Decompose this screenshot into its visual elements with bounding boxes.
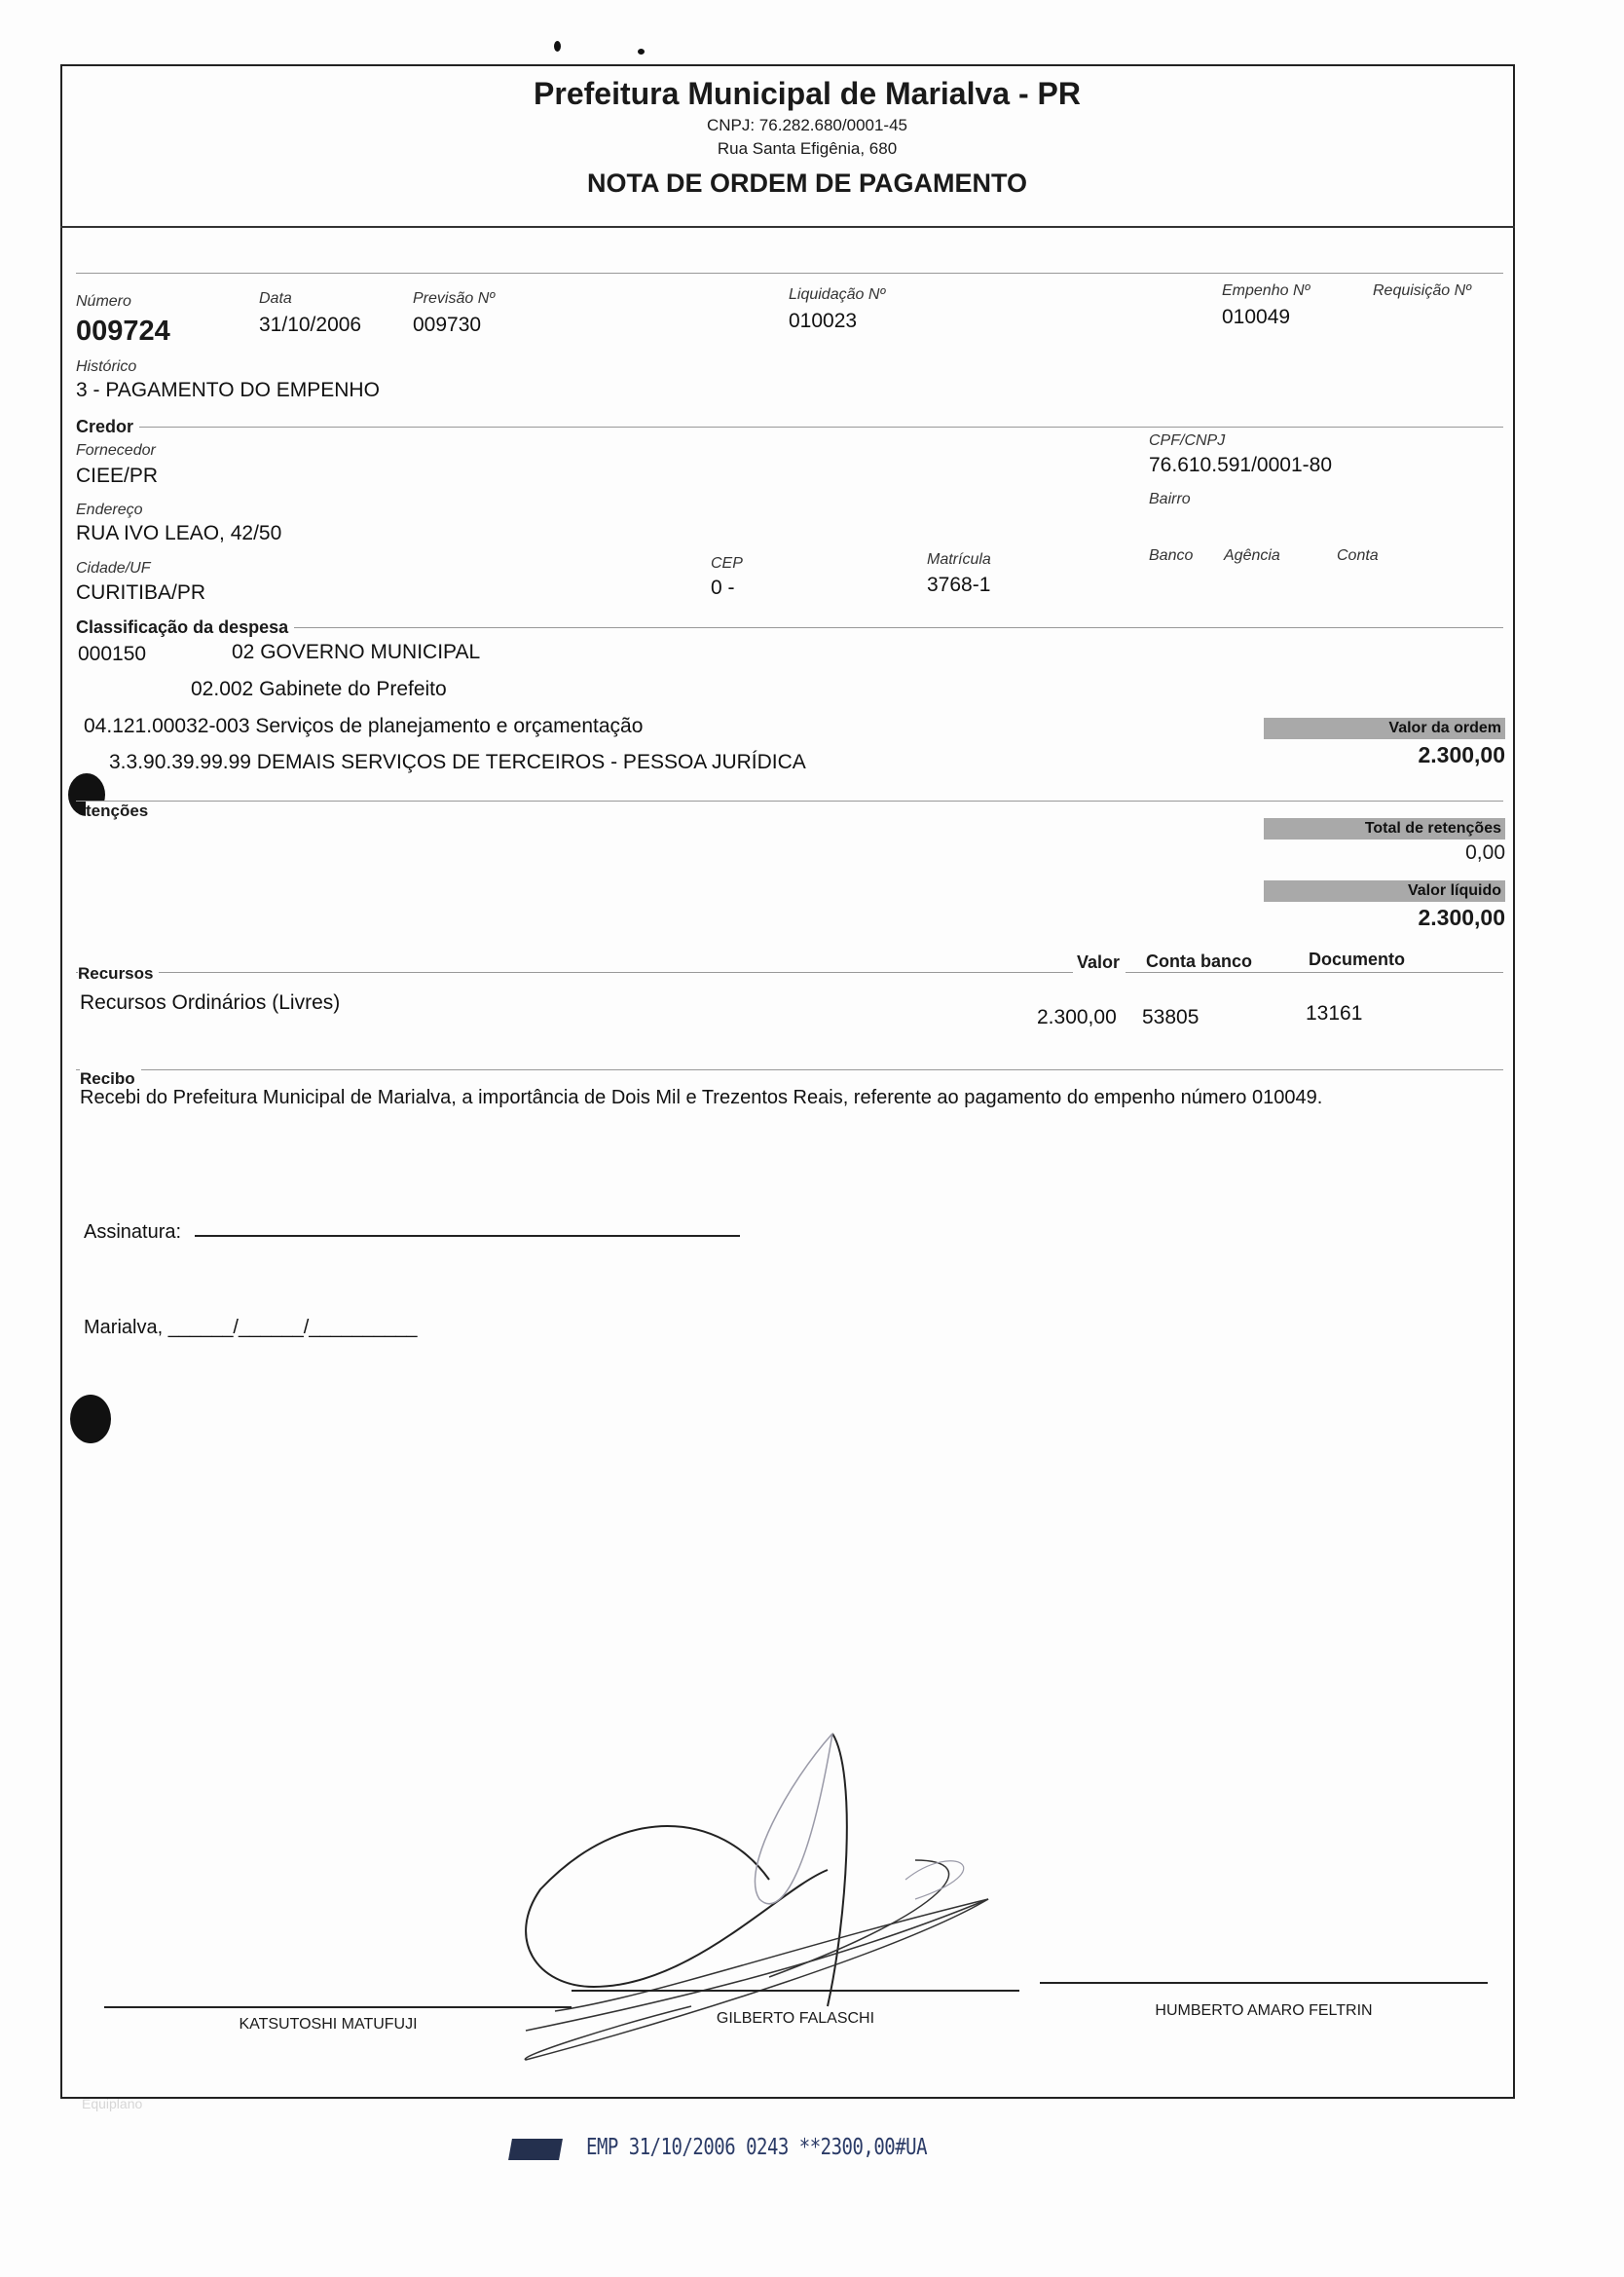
empenho-value: 010049 — [1222, 306, 1291, 328]
cpf-cnpj-value: 76.610.591/0001-80 — [1149, 454, 1333, 476]
retencoes-section-title: tenções — [86, 802, 154, 821]
classificacao-code: 000150 — [78, 643, 147, 665]
endereco-value: RUA IVO LEAO, 42/50 — [76, 522, 282, 544]
header-divider — [60, 226, 1515, 228]
recibo-section-title: Recibo — [80, 1069, 141, 1089]
valor-ordem-value: 2.300,00 — [1418, 742, 1505, 767]
classificacao-orgao: 02 GOVERNO MUNICIPAL — [232, 641, 481, 663]
conta-label: Conta — [1337, 547, 1379, 564]
date-blank: ______/______/__________ — [163, 1317, 418, 1338]
assinatura-label: Assinatura: — [84, 1221, 182, 1243]
historico-label: Histórico — [76, 358, 137, 375]
cidade-label: Cidade/UF — [76, 560, 151, 577]
credor-divider — [76, 427, 1503, 428]
document-header — [60, 76, 1515, 199]
numero-value: 009724 — [76, 316, 170, 347]
total-retencoes-value: 0,00 — [1465, 841, 1505, 864]
valor-liquido-label: Valor líquido — [1264, 880, 1505, 902]
classificacao-funcional: 04.121.00032-003 Serviços de planejamento e orçamentação — [84, 715, 644, 737]
payment-stamp: EMP 31/10/2006 0243 **2300,00#UA — [586, 2134, 928, 2161]
matricula-value: 3768-1 — [927, 574, 991, 596]
signatory-3: HUMBERTO AMARO FELTRIN — [1155, 2002, 1373, 2019]
recursos-section-title: Recursos — [78, 964, 159, 984]
matricula-label: Matrícula — [927, 551, 991, 568]
liquidacao-value: 010023 — [789, 310, 858, 332]
cpf-cnpj-label: CPF/CNPJ — [1149, 432, 1226, 449]
scan-mark — [554, 41, 561, 52]
signature-line-1 — [104, 2006, 572, 2008]
data-label: Data — [259, 290, 292, 307]
recursos-divider — [76, 972, 1503, 973]
classificacao-natureza: 3.3.90.39.99.99 DEMAIS SERVIÇOS DE TERCEIROS - PESSOA JURÍDICA — [109, 751, 806, 773]
document-title: NOTA DE ORDEM DE PAGAMENTO — [586, 168, 1027, 198]
recursos-conta-banco: 53805 — [1142, 1006, 1200, 1028]
liquidacao-label: Liquidação Nº — [789, 286, 886, 303]
scan-mark — [638, 49, 645, 55]
classificacao-section-title: Classificação da despesa — [76, 617, 294, 638]
previsao-label: Previsão Nº — [413, 290, 496, 307]
signature-line-3 — [1040, 1982, 1488, 1984]
signatory-2: GILBERTO FALASCHI — [716, 2010, 875, 2027]
agencia-label: Agência — [1224, 547, 1280, 564]
faint-footer-text: Equiplano — [82, 2096, 143, 2111]
recursos-conta-banco-header: Conta banco — [1142, 952, 1258, 972]
signature-line-2 — [572, 1990, 1019, 1992]
fornecedor-label: Fornecedor — [76, 442, 156, 459]
retencoes-divider — [76, 801, 1503, 802]
empenho-label: Empenho Nº — [1222, 282, 1310, 299]
endereco-label: Endereço — [76, 502, 143, 518]
assinatura-line — [195, 1235, 740, 1237]
classificacao-unidade: 02.002 Gabinete do Prefeito — [191, 678, 447, 700]
recursos-valor: 2.300,00 — [1037, 1006, 1117, 1028]
punch-hole-mark — [70, 1395, 111, 1443]
valor-ordem-label: Valor da ordem — [1264, 718, 1505, 739]
previsao-value: 009730 — [413, 314, 482, 336]
recursos-nome: Recursos Ordinários (Livres) — [80, 991, 341, 1014]
recursos-documento-header: Documento — [1305, 950, 1411, 970]
requisicao-label: Requisição Nº — [1373, 282, 1471, 299]
bairro-label: Bairro — [1149, 491, 1191, 507]
page-title: Prefeitura Municipal de Marialva - PR — [534, 76, 1081, 111]
marialva-label: Marialva, — [84, 1317, 164, 1338]
cidade-value: CURITIBA/PR — [76, 581, 206, 604]
data-value: 31/10/2006 — [259, 314, 362, 336]
info-top-divider — [76, 273, 1503, 274]
cep-label: CEP — [711, 555, 743, 572]
address-text: Rua Santa Efigênia, 680 — [717, 139, 898, 158]
stamp-logo-icon — [508, 2139, 563, 2160]
cep-value: 0 - — [711, 577, 735, 599]
cnpj-text: CNPJ: 76.282.680/0001-45 — [706, 116, 908, 134]
historico-value: 3 - PAGAMENTO DO EMPENHO — [76, 379, 380, 401]
signatory-1: KATSUTOSHI MATUFUJI — [239, 2016, 418, 2033]
recursos-valor-header: Valor — [1073, 952, 1126, 973]
banco-label: Banco — [1149, 547, 1194, 564]
recibo-text: Recebi do Prefeitura Municipal de Marialva, a importância de Dois Mil e Trezentos Reais, referente ao pagamento do empenho número 010049. — [80, 1087, 1323, 1108]
marialva-date-field — [84, 1317, 418, 1339]
credor-section-title: Credor — [76, 417, 139, 437]
numero-label: Número — [76, 293, 131, 310]
total-retencoes-label: Total de retenções — [1264, 818, 1505, 840]
fornecedor-value: CIEE/PR — [76, 465, 159, 487]
valor-liquido-value: 2.300,00 — [1418, 905, 1505, 930]
recibo-divider — [76, 1069, 1503, 1070]
recursos-documento: 13161 — [1306, 1002, 1363, 1025]
